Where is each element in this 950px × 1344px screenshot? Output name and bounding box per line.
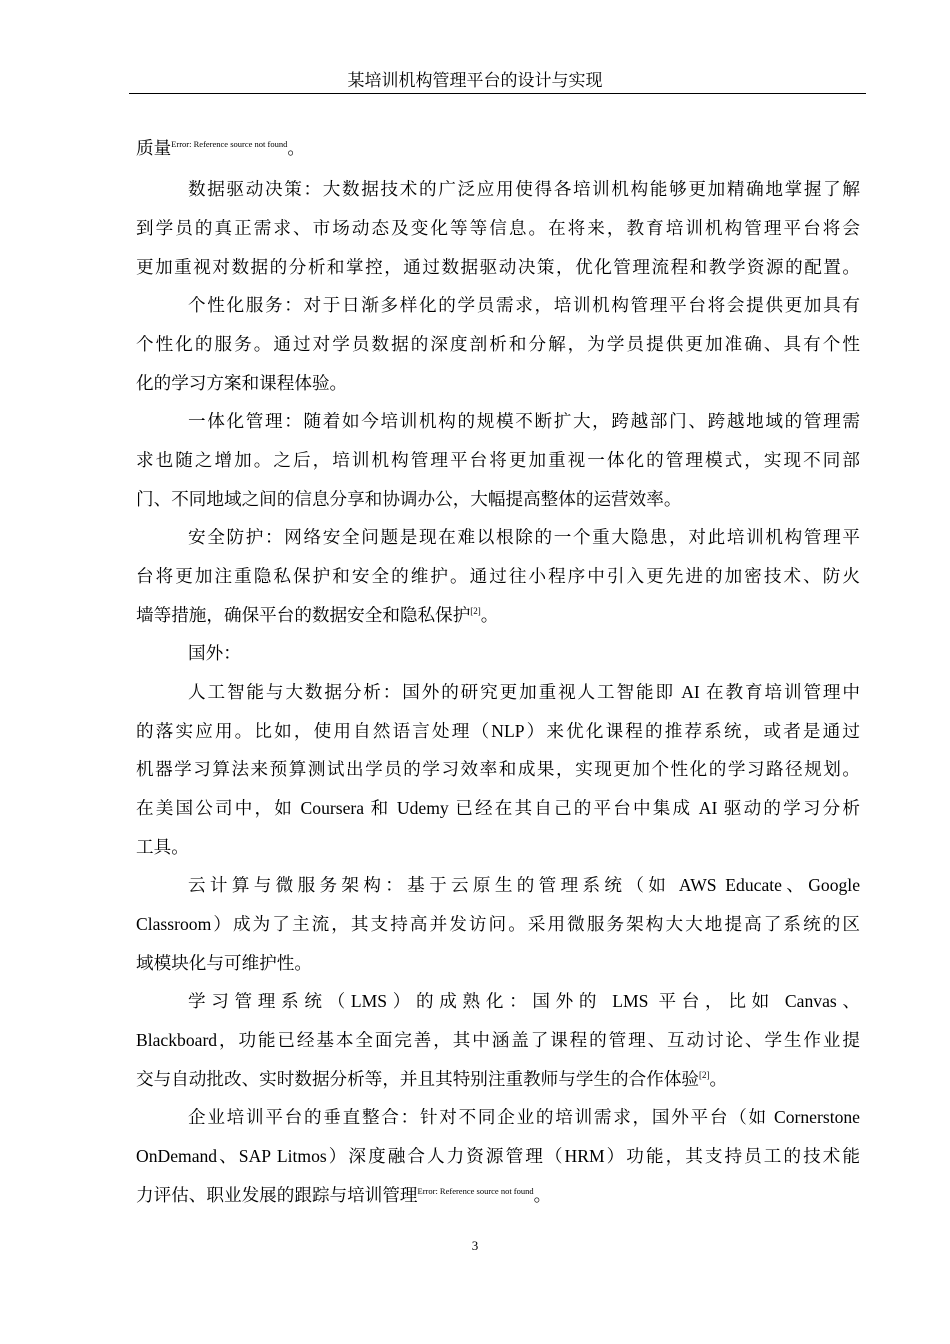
paragraph-personalized-line-3: 化的学习方案和课程体验。 [136, 373, 348, 393]
text-run: 交与自动批改、实时数据分析等，并且其特别注重教师与学生的合作体验 [136, 1069, 700, 1089]
paragraph-lms-line-3 [136, 1068, 860, 1090]
section-label-abroad: 国外： [188, 643, 241, 663]
paragraph-ai-line-3: 机器学习算法来预算测试出学员的学习效率和成果，实现更加个性化的学习路径规划。 [136, 759, 860, 779]
paragraph-integrated-line-3: 门、不同地域之间的信息分享和协调办公，大幅提高整体的运营效率。 [136, 489, 682, 509]
paragraph-cloud-line-3: 域模块化与可维护性。 [136, 953, 312, 973]
text-run: 。 [709, 1069, 728, 1089]
paragraph-data-driven-line-3: 更加重视对数据的分析和掌控，通过数据驱动决策，优化管理流程和教学资源的配置。 [136, 257, 860, 277]
text-run: 墙等措施，确保平台的数据安全和隐私保护 [136, 605, 471, 625]
text-run: 。 [533, 1185, 552, 1205]
paragraph-cloud-line-1: 云计算与微服务架构：基于云原生的管理系统（如 AWS Educate、Google [188, 875, 860, 895]
text-run: 质量 [136, 138, 172, 158]
paragraph-security-line-3 [136, 604, 860, 626]
paragraph-ai-line-4: 在美国公司中，如 Coursera 和 Udemy 已经在其自己的平台中集成 AI 驱动的学习分析 [136, 798, 860, 818]
text-run: 力评估、职业发展的跟踪与培训管理 [136, 1185, 418, 1205]
text-run: 。 [480, 605, 499, 625]
citation-ref: [2] [470, 606, 481, 616]
paragraph-lms-line-1: 学习管理系统（LMS）的成熟化：国外的 LMS 平台，比如 Canvas、 [188, 991, 860, 1011]
paragraph-personalized-line-1: 个性化服务：对于日渐多样化的学员需求，培训机构管理平台将会提供更加具有 [188, 295, 860, 315]
paragraph-ai-line-5: 工具。 [136, 837, 189, 857]
paragraph-ai-line-2: 的落实应用。比如，使用自然语言处理（NLP）来优化课程的推荐系统，或者是通过 [136, 721, 860, 741]
page-number: 3 [471, 1238, 479, 1253]
paragraph-integrated-line-2: 求也随之增加。之后，培训机构管理平台将更加重视一体化的管理模式，实现不同部 [136, 450, 860, 470]
paragraph-security-line-2: 台将更加注重隐私保护和安全的维护。通过往小程序中引入更先进的加密技术、防火 [136, 566, 860, 586]
paragraph-data-driven-line-1: 数据驱动决策：大数据技术的广泛应用使得各培训机构能够更加精确地掌握了解 [188, 179, 860, 199]
citation-error: Error: Reference source not found [417, 1186, 534, 1196]
citation-ref: [2] [699, 1070, 710, 1080]
paragraph-personalized-line-2: 个性化的服务。通过对学员数据的深度剖析和分解，为学员提供更加准确、具有个性 [136, 334, 860, 354]
paragraph-data-driven-line-2: 到学员的真正需求、市场动态及变化等等信息。在将来，教育培训机构管理平台将会 [136, 218, 860, 238]
paragraph-enterprise-line-1: 企业培训平台的垂直整合：针对不同企业的培训需求，国外平台（如 Cornerstone [188, 1107, 860, 1127]
citation-error: Error: Reference source not found [171, 139, 288, 149]
paragraph-cloud-line-2: Classroom）成为了主流，其支持高并发访问。采用微服务架构大大地提高了系统的区 [136, 914, 860, 934]
paragraph-integrated-line-1: 一体化管理：随着如今培训机构的规模不断扩大，跨越部门、跨越地域的管理需 [188, 411, 860, 431]
paragraph-enterprise-line-2: OnDemand、SAP Litmos）深度融合人力资源管理（HRM）功能，其支持员工的技术能 [136, 1146, 860, 1166]
running-header-title: 某培训机构管理平台的设计与实现 [347, 71, 603, 90]
paragraph-continuation-quality [136, 137, 860, 159]
text-run: 。 [287, 138, 305, 158]
paragraph-enterprise-line-3 [136, 1184, 860, 1206]
header-divider [129, 93, 866, 94]
paragraph-ai-line-1: 人工智能与大数据分析：国外的研究更加重视人工智能即 AI 在教育培训管理中 [188, 682, 860, 702]
paragraph-security-line-1: 安全防护：网络安全问题是现在难以根除的一个重大隐患，对此培训机构管理平 [188, 527, 860, 547]
paragraph-lms-line-2: Blackboard，功能已经基本全面完善，其中涵盖了课程的管理、互动讨论、学生作业提 [136, 1030, 860, 1050]
